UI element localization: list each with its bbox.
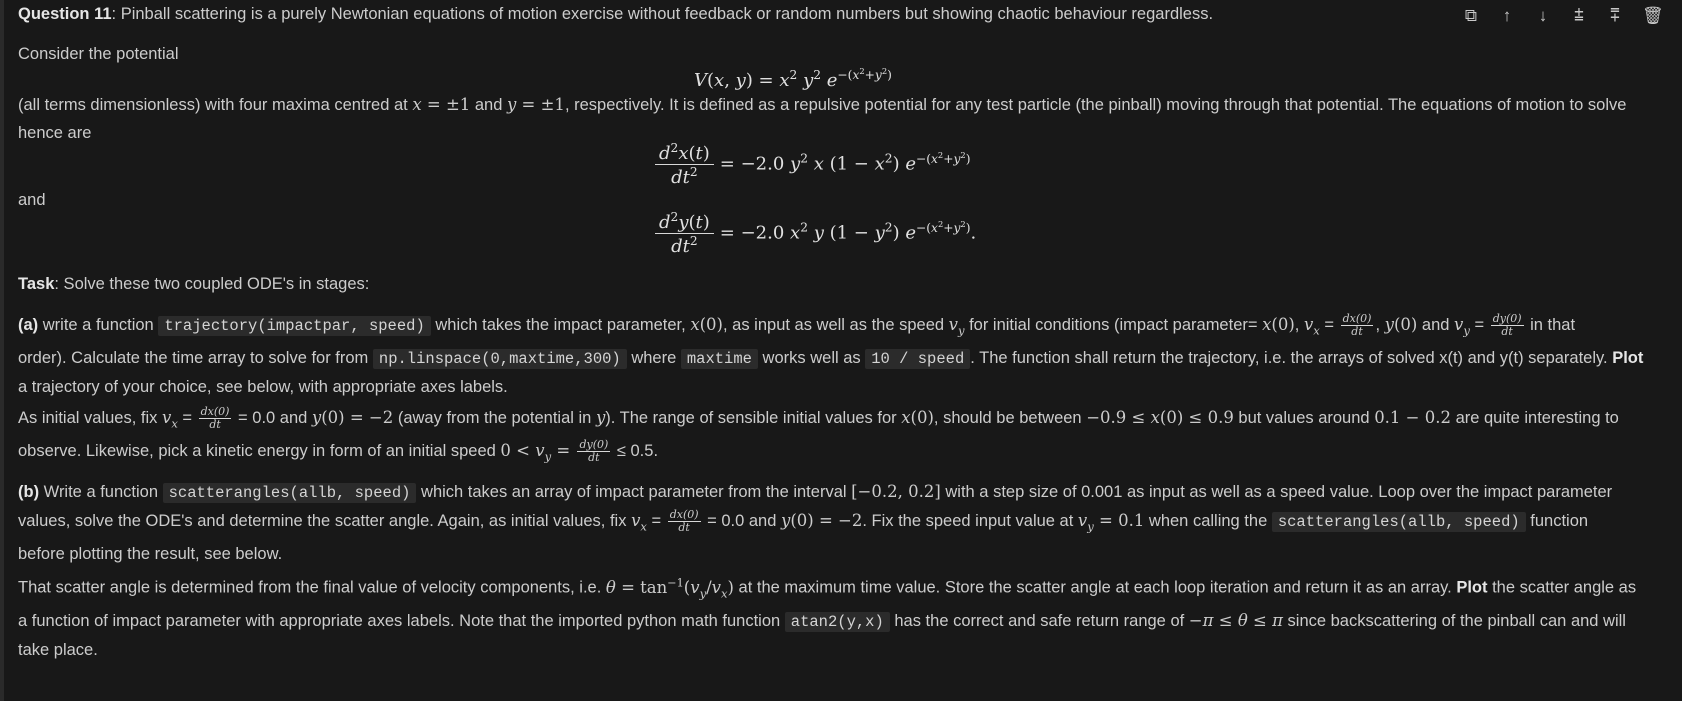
code-atan2: atan2(y,x)	[785, 612, 890, 632]
part-a-paragraph: (a) write a function trajectory(impactpar, speed) which takes the impact parameter, x(0), as input as well as the speed $v_y$ for initial conditions (impact parameter= x(0), $v_x$ = $\frac{dx(0)}{dt}$ , y(0) and $v_y$ = $\frac{dy(0)}{dt}$ in that order). Calculate the time array to solve for from np.linspace(0,maxtime,300) where maxtime works well as 10 / speed . The function shall return the trajectory, i.e. the arrays of solved x(t) and y(t) separately. Plot a trajectory of your choice, see below, with appropriate axes labels.	[18, 312, 1644, 397]
and-text: and	[18, 191, 46, 209]
part-b-paragraph: (b) Write a function scatterangles(allb, speed) which takes an array of impact parameter from the interval [−0.2, 0.2] with a step size of 0.001 as input as well as a speed value. Loop over the impact parameter values, solve the ODE's and determine the scatter angle. Again, as initial values, fix $v_x$ = $\frac{dx(0)}{dt}$ = 0.0 and y(0) = −2. Fix the speed input value at $v_y = 0.1$ when calling the scatterangles(allb, speed) function before plotting the result, see below.	[18, 482, 1613, 564]
task-line: Task: Solve these two coupled ODE's in stages:	[18, 275, 370, 293]
code-speed-ratio: 10 / speed	[865, 349, 970, 369]
initial-values-paragraph: As initial values, fix $v_x$ = $\frac{dx(0)}{dt}$ = 0.0 and y(0) = −2 (away from the potential in y). The range of sensible initial values for x(0), should be between −0.9 ≤ x(0) ≤ 0.9 but values around 0.1 − 0.2 are quite interesting to observe. Likewise, pick a kinetic energy in form of an initial speed $0 < v_y$ = $\frac{dy(0)}{dt}$ ≤ 0.5.	[18, 405, 1619, 465]
code-maxtime: maxtime	[681, 349, 758, 369]
potential-description: (all terms dimensionless) with four maxima centred at x = ±1 and y = ±1, respectively. It is defined as a repulsive potential for any test particle (the pinball) moving through that potential. The equations of motion to solve hence are	[18, 95, 1627, 142]
copy-icon[interactable]: ⧉	[1464, 6, 1478, 25]
delete-icon[interactable]: 🗑	[1642, 6, 1664, 25]
arrow-up-icon[interactable]: ↑	[1502, 6, 1512, 25]
question-heading	[18, 0, 1668, 28]
insert-below-icon[interactable]: ⩱	[1610, 6, 1620, 25]
insert-above-icon[interactable]: ⩲	[1574, 6, 1584, 25]
code-trajectory: trajectory(impactpar, speed)	[158, 316, 430, 336]
equation-x: $\frac{d^2x(t)}{dt^2}$ = −2.0 $y^2$ x $(1 - x^2)$ $e^{-(x^2+y^2)}$	[649, 141, 970, 188]
equation-y: $\frac{d^2y(t)}{dt^2}$ = −2.0 $x^2$ y $(1 - y^2)$ $e^{-(x^2+y^2)}$.	[649, 210, 976, 257]
scatter-angle-paragraph: That scatter angle is determined from the final value of velocity components, i.e. $\theta = \tan^{-1}(v_y/v_x)$ at the maximum time value. Store the scatter angle at each loop iteration and return it as an array. Plot the scatter angle as a function of impact parameter with appropriate axes labels. Note that the imported python math function atan2(y,x) has the correct and safe return range of −π ≤ θ ≤ π since backscattering of the pinball can and will take place.	[18, 576, 1637, 659]
code-linspace: np.linspace(0,maxtime,300)	[373, 349, 627, 369]
code-scatterangles-call: scatterangles(allb, speed)	[1272, 512, 1526, 532]
question-intro: : Pinball scattering is a purely Newtonian equations of motion exercise without feedback or random numbers but showing chaotic behaviour regardless.	[111, 5, 1214, 23]
question-label: Question 11	[18, 5, 112, 23]
arrow-down-icon[interactable]: ↓	[1538, 6, 1548, 25]
potential-equation: V(x, $y) = x^2$ $y^2$ $e^{-(x^2+y^2)}$	[694, 66, 892, 92]
code-scatterangles: scatterangles(allb, speed)	[163, 483, 417, 503]
consider-text: Consider the potential	[18, 45, 179, 63]
